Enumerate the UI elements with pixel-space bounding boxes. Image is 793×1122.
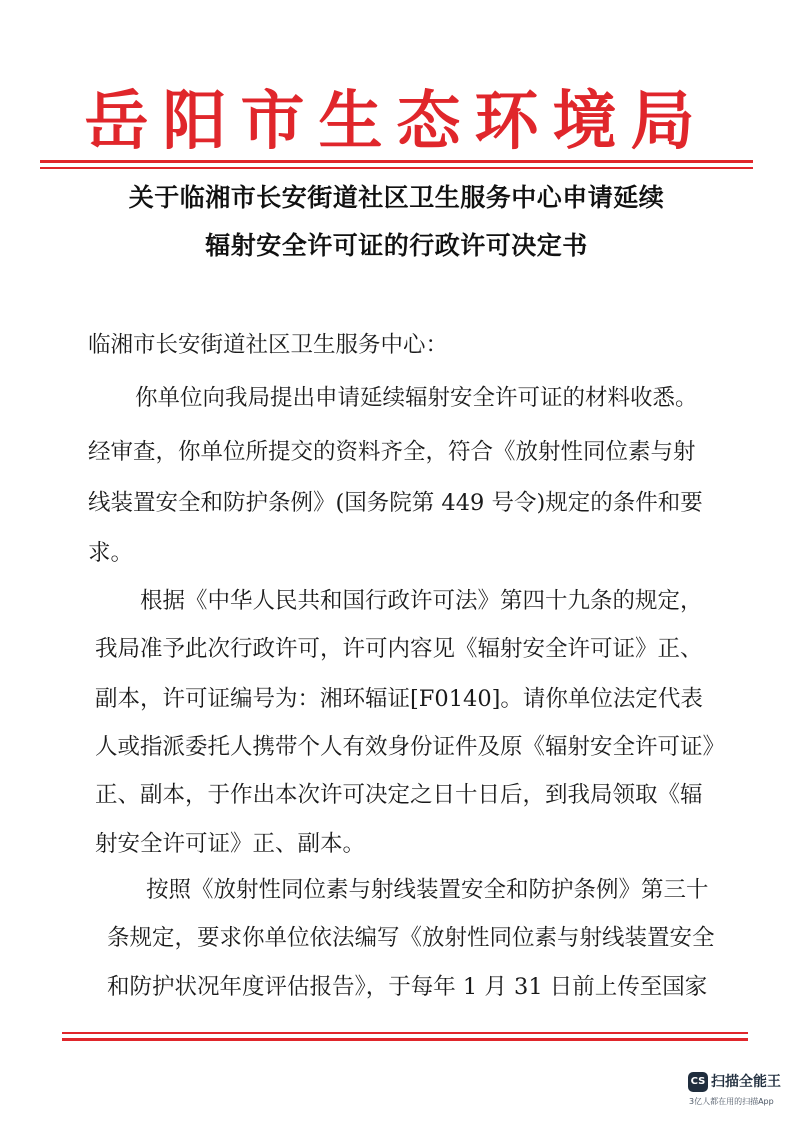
footer-rule-top bbox=[62, 1032, 748, 1034]
document-title-line-2: 辐射安全许可证的行政许可决定书 bbox=[205, 231, 588, 260]
letterhead-rule-top bbox=[40, 160, 753, 163]
paragraph-line: 人或指派委托人携带个人有效身份证件及原《辐射安全许可证》 bbox=[95, 734, 726, 760]
paragraph-line: 按照《放射性同位素与射线装置安全和防护条例》第三十 bbox=[146, 877, 709, 903]
scanner-logo-icon: CS bbox=[688, 1072, 708, 1092]
paragraph-line: 线装置安全和防护条例》(国务院第 449 号令)规定的条件和要 bbox=[88, 490, 703, 516]
paragraph-line: 根据《中华人民共和国行政许可法》第四十九条的规定， bbox=[140, 588, 703, 614]
paragraph-line: 和防护状况年度评估报告》，于每年 1 月 31 日前上传至国家 bbox=[107, 974, 708, 1000]
letterhead-rule-bottom bbox=[40, 167, 753, 169]
paragraph-line: 求。 bbox=[88, 540, 134, 566]
paragraph-line: 射安全许可证》正、副本。 bbox=[95, 831, 366, 857]
document-title-line-1: 关于临湘市长安街道社区卫生服务中心申请延续 bbox=[128, 183, 665, 212]
salutation: 临湘市长安街道社区卫生服务中心： bbox=[88, 332, 449, 358]
scanner-app-name: 扫描全能王 bbox=[711, 1074, 781, 1090]
paragraph-line: 你单位向我局提出申请延续辐射安全许可证的材料收悉。 bbox=[135, 385, 698, 411]
footer-rule-bottom bbox=[62, 1038, 748, 1041]
paragraph-line: 经审查，你单位所提交的资料齐全，符合《放射性同位素与射 bbox=[88, 439, 696, 465]
paragraph-line: 副本，许可证编号为：湘环辐证[F0140]。请你单位法定代表 bbox=[95, 686, 703, 712]
letterhead-agency-name: 岳阳市生态环境局 bbox=[84, 84, 709, 159]
paragraph-line: 正、副本，于作出本次许可决定之日十日后，到我局领取《辐 bbox=[95, 782, 703, 808]
scanner-tagline: 3亿人都在用的扫描App bbox=[689, 1097, 774, 1106]
paragraph-line: 条规定，要求你单位依法编写《放射性同位素与射线装置安全 bbox=[107, 925, 715, 951]
paragraph-line: 我局准予此次行政许可，许可内容见《辐射安全许可证》正、 bbox=[95, 636, 703, 662]
